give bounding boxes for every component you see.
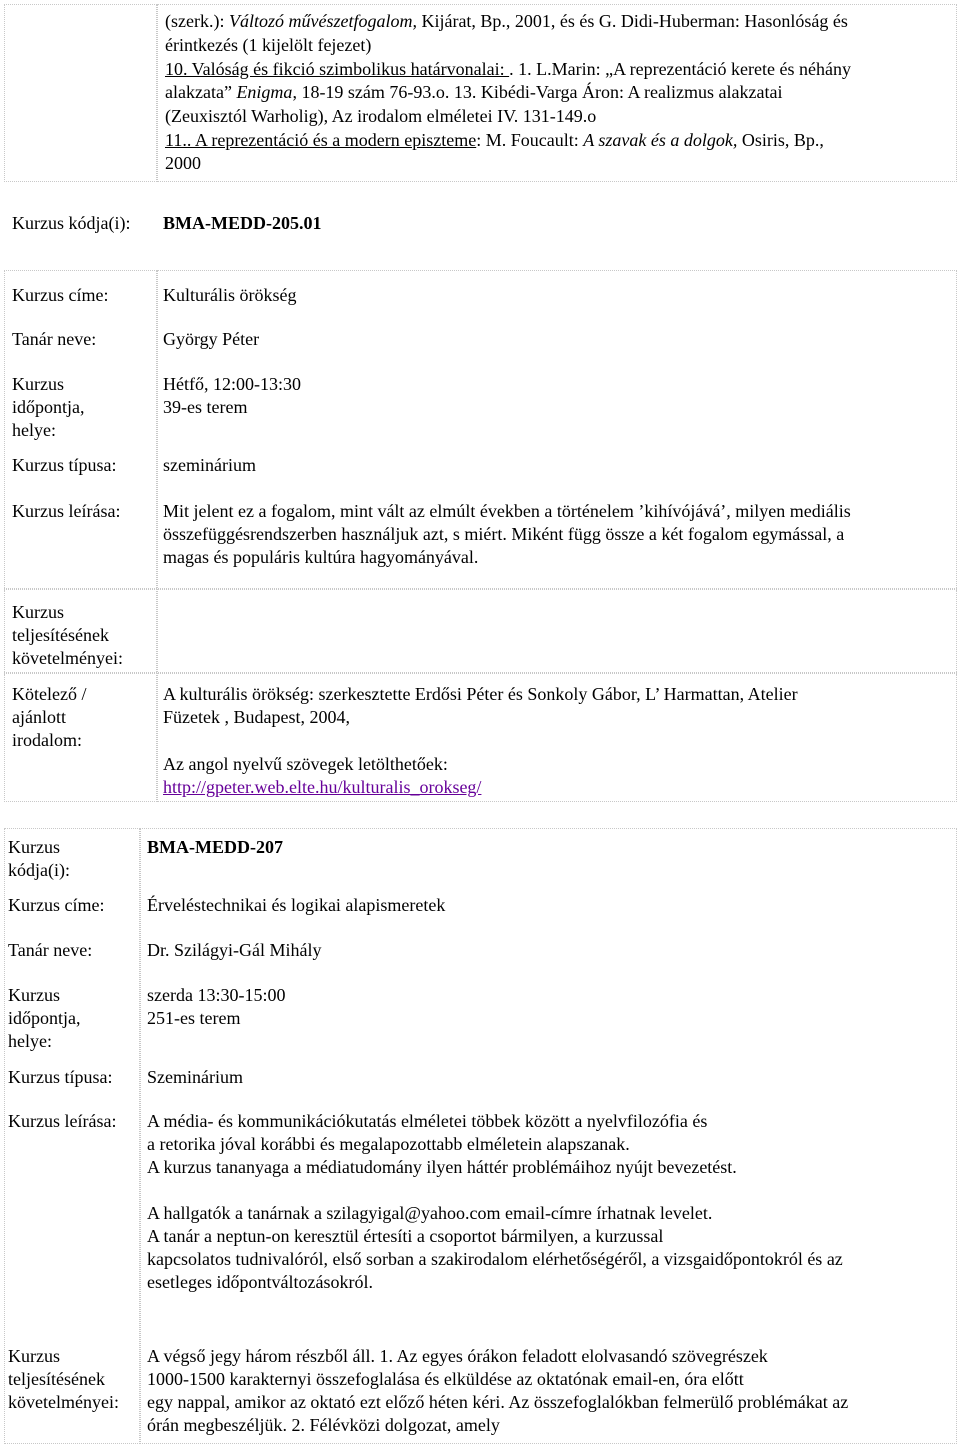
- course2-desc-value: A média- és kommunikációkutatás elméletei többek között a nyelvfilozófia és a retorika jóval korábbi és megalapozottabb elméletein alapszanak. A kurzus tananyaga a médiatudomány ilyen háttér problémáihoz nyújt bevezetést. A hallgatók a tanárnak a szilagyigal@yahoo.com email-címre írhatnak levelet. A tanár a neptun-on keresztül értesíti a csoportot bármilyen, a kurzussal kapcsolatos tudnivalóról, első sorban a szakirodalom elérhetőségéről, a vizsgaidőpontokról és az esetleges időpontváltozásokról.: [147, 1111, 843, 1292]
- course1-literature-label: Kötelező / ajánlott irodalom:: [12, 684, 87, 750]
- course2-requirements-label: Kurzus teljesítésének követelményei:: [8, 1346, 119, 1412]
- top-block-line-3: 10. Valóság és fikció szimbolikus határvonalai: . 1. L.Marin: „A reprezentáció kerete és néhány: [165, 59, 851, 79]
- top-block-line-5: (Zeuxisztól Warholig), Az irodalom elméletei IV. 131-149.o: [165, 106, 597, 126]
- course1-literature-value: A kulturális örökség: szerkesztette Erdősi Péter és Sonkoly Gábor, L’ Harmattan, Atelier Füzetek , Budapest, 2004,: [163, 684, 798, 727]
- top-block-line-1: (szerk.): Változó művészetfogalom, Kijárat, Bp., 2001, és és G. Didi-Huberman: Hasonlóság és: [165, 11, 848, 31]
- course2-title-label: Kurzus címe:: [8, 895, 105, 915]
- course1-code-label: Kurzus kódja(i):: [12, 213, 131, 233]
- course1-literature-link[interactable]: [163, 776, 481, 799]
- top-block-left-frame: [4, 4, 157, 182]
- course1-teacher-value: György Péter: [163, 329, 260, 349]
- top-block-line-4: alakzata” Enigma, 18-19 szám 76-93.o. 13. Kibédi-Varga Áron: A realizmus alakzatai: [165, 82, 783, 102]
- course2-code-value: BMA-MEDD-207: [147, 837, 283, 857]
- top-block-line-2: érintkezés (1 kijelölt fejezet): [165, 35, 372, 55]
- course1-teacher-label: Tanár neve:: [12, 329, 97, 349]
- course2-desc-label: Kurzus leírása:: [8, 1111, 117, 1131]
- top-block-line-6: 11.. A reprezentáció és a modern episzteme: M. Foucault: A szavak és a dolgok, Osiris, Bp.,: [165, 130, 824, 150]
- course2-teacher-label: Tanár neve:: [8, 940, 93, 960]
- course2-code-label: Kurzus kódja(i):: [8, 837, 70, 880]
- course1-time-label: Kurzus időpontja, helye:: [12, 374, 85, 440]
- course2-time-value: szerda 13:30-15:00 251-es terem: [147, 985, 286, 1028]
- course1-literature-note: Az angol nyelvű szövegek letölthetőek:: [163, 754, 448, 774]
- course1-title-value: Kulturális örökség: [163, 285, 297, 305]
- course2-title-value: Érveléstechnikai és logikai alapismeretek: [147, 895, 446, 915]
- course1-type-label: Kurzus típusa:: [12, 455, 117, 475]
- course2-type-value: Szeminárium: [147, 1067, 243, 1087]
- course1-time-value: Hétfő, 12:00-13:30 39-es terem: [163, 374, 301, 417]
- course2-time-label: Kurzus időpontja, helye:: [8, 985, 81, 1051]
- download-link[interactable]: http://gpeter.web.elte.hu/kulturalis_orokseg/: [163, 777, 482, 797]
- course1-title-label: Kurzus címe:: [12, 285, 109, 305]
- course1-requirements-label: Kurzus teljesítésének követelményei:: [12, 602, 123, 668]
- course1-row-divider: [4, 588, 957, 590]
- course1-row-divider: [4, 672, 957, 674]
- course1-desc-label: Kurzus leírása:: [12, 501, 121, 521]
- course2-type-label: Kurzus típusa:: [8, 1067, 113, 1087]
- course1-desc-value: Mit jelent ez a fogalom, mint vált az elmúlt években a történelem ’kihívójává’, milyen mediális összefüggésrendszerben használjuk azt, s miért. Miként függ össze a két fogalom egymással, a magas és populáris kultúra hagyományával.: [163, 501, 851, 567]
- course1-type-value: szeminárium: [163, 455, 256, 475]
- top-block-line-7: 2000: [165, 153, 201, 173]
- course2-teacher-value: Dr. Szilágyi-Gál Mihály: [147, 940, 322, 960]
- course2-requirements-value: A végső jegy három részből áll. 1. Az egyes órákon feladott elolvasandó szövegrészek 1000-1500 karakternyi összefoglalása és elküldése az oktatónak email-en, óra előtt egy nappal, amikor az oktató ezt előző héten kéri. Az összefoglalókban felmerülő problémákat az órán megbeszéljük. 2. Félévközi dolgozat, amely: [147, 1346, 849, 1435]
- course1-code-value: BMA-MEDD-205.01: [163, 213, 322, 233]
